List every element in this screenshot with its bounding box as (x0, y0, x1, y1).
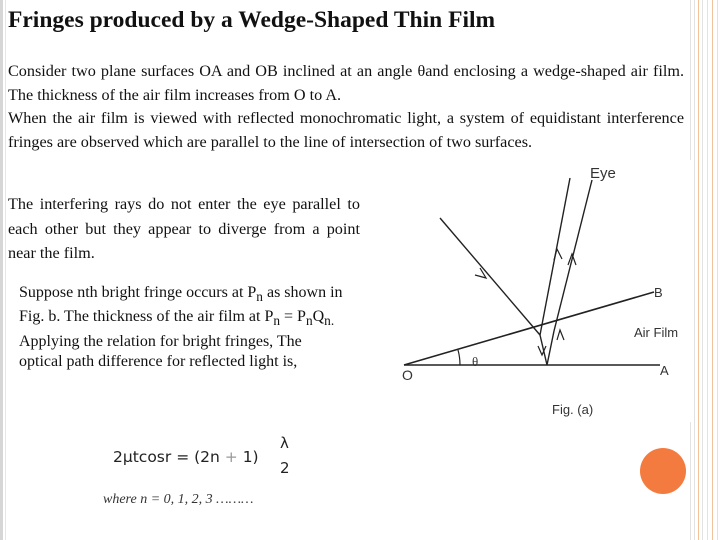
p4-line1-post: as shown in Fig. b. The thickness of the air film at P (19, 284, 343, 326)
p4-line2-mid: = P (280, 308, 306, 326)
bright-fringe-formula (113, 430, 303, 480)
p4-q: Q (312, 308, 325, 326)
eye-label: Eye (590, 165, 616, 182)
formula-numerator: λ (280, 434, 289, 452)
theta-arc (458, 350, 460, 365)
point-a-label: A (660, 363, 669, 378)
p4-sub-n3: n (305, 313, 313, 329)
theta-label: θ (472, 354, 479, 369)
air-film-label: Air Film (634, 325, 679, 340)
formula-svg (113, 430, 303, 480)
figure-caption: Fig. (a) (552, 402, 594, 417)
left-border-rule-inner (5, 0, 6, 540)
slide-title: Fringes produced by a Wedge-Shaped Thin Film (8, 7, 496, 33)
point-o-label: O (402, 367, 413, 383)
paragraph-fringe-observation: When the air film is viewed with reflected monochromatic light, a system of equidistant interference fringes are observed which are parallel to the line of intersection of two surfaces. (8, 109, 684, 151)
formula-op: + (219, 448, 243, 466)
film-reflection (547, 331, 554, 365)
orange-circle-decoration (640, 448, 686, 494)
p4-sub-n2: n (273, 313, 281, 329)
p4-line1-pre: Suppose nth bright fringe occurs at P (19, 284, 257, 301)
refracted-ray (540, 335, 547, 365)
formula-rhs: 1) (242, 448, 259, 466)
wedge-film-diagram (362, 160, 694, 422)
formula-denominator: 2 (280, 459, 290, 477)
paragraph-wedge-definition: Consider two plane surfaces OA and OB inclined at an angle θand enclosing a wedge-shaped air film. The thickness of the air film increases from O to A. (8, 62, 684, 104)
formula-eq: = (2n (171, 448, 220, 466)
incident-ray (440, 218, 540, 335)
p4-sub-n1: n (256, 289, 263, 305)
p4-sub-n4: n. (324, 313, 335, 329)
svg-text:2μtcosr = (2n + 1) (113, 448, 259, 466)
point-b-label: B (654, 285, 663, 300)
paragraph-diverging-rays: The interfering rays do not enter the eye parallel to each other but they appear to diverge from a point near the film. (8, 195, 360, 262)
line-ob (404, 292, 654, 365)
p4-line3: Applying the relation for bright fringes, The optical path difference for reflected light is, (19, 332, 302, 370)
wedge-film-figure (362, 160, 694, 422)
formula-lhs: 2μtcosr (113, 448, 172, 466)
where-n-values: where n = 0, 1, 2, 3 ……… (103, 492, 254, 507)
paragraph-bright-fringe (19, 283, 349, 372)
left-border-rule (0, 0, 3, 540)
